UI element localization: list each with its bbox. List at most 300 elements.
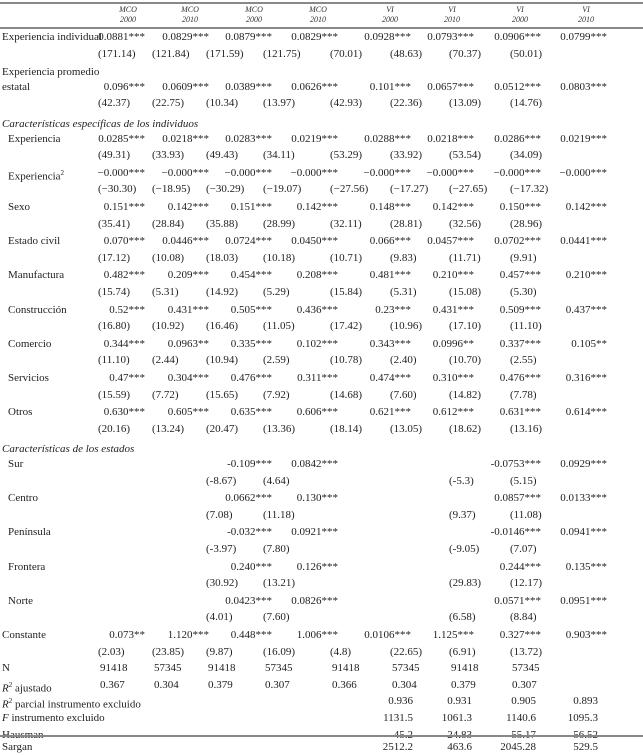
table-line [0,541,643,557]
table-line [0,29,643,45]
table-line [0,267,643,283]
coefficient-value: −0.000*** [426,166,474,179]
coefficient-value: 0.0106*** [364,629,411,641]
t-statistic: (−27.56) [330,183,369,196]
table-line [0,46,643,62]
coefficient-value: 0.0826*** [291,594,338,607]
t-statistic: (-9.05) [449,543,480,555]
coefficient-value: 0.47*** [109,372,145,384]
coefficient-value: 0.476*** [230,372,272,384]
stat-value: 0.936 [388,695,413,708]
coefficient-value: 0.0609*** [162,80,209,93]
t-statistic: (-8.67) [206,474,237,487]
column-header [298,5,338,25]
t-statistic: (13.97) [263,97,296,110]
column-year: 2000 [512,15,528,24]
t-statistic: (14.76) [510,97,543,110]
stat-value: 91418 [451,662,479,675]
row-label [8,233,60,249]
t-statistic: (22.75) [152,97,185,110]
t-statistic: (15.84) [330,286,363,298]
coefficient-value: 0.0793*** [427,31,474,43]
t-statistic: (7.80) [263,543,290,555]
table-line [0,147,643,163]
column-header [432,5,472,25]
stat-symbol: R [2,682,9,695]
stat-value: 57345 [512,662,540,675]
t-statistic: (30.92) [206,577,239,590]
column-method: VI [582,5,590,14]
t-statistic: (34.09) [510,149,543,162]
t-statistic: (10.18) [263,251,296,264]
coefficient-value: 0.52*** [109,303,145,316]
row-label [2,710,105,726]
table-line [0,95,643,111]
stat-value: 0.366 [332,678,357,691]
t-statistic: (14.68) [330,388,363,401]
table-line [0,352,643,368]
top-rule [0,2,643,4]
superscript: 2 [8,697,13,706]
coefficient-value: 0.0219*** [560,132,607,145]
t-statistic: (121.84) [152,47,190,60]
table-line [0,441,643,457]
stat-value: 1140.6 [506,712,536,724]
coefficient-value: 0.150*** [499,201,541,213]
row-label [2,627,46,643]
coefficient-value: 0.337*** [499,337,541,350]
row-label [8,267,64,283]
coefficient-value: 0.0803*** [560,80,607,93]
coefficient-value: 0.614*** [565,406,607,419]
table-line [0,336,643,352]
row-label [2,739,32,755]
coefficient-value: 1.120*** [167,629,209,641]
stat-value: 57345 [265,662,293,675]
column-header [234,5,274,25]
coefficient-value: 1.125*** [432,629,474,641]
coefficient-value: 0.0288*** [364,132,411,145]
t-statistic: (20.47) [206,422,239,435]
column-method: MCO [245,5,263,14]
coefficient-value: 0.142*** [167,201,209,213]
coefficient-value: 0.437*** [565,303,607,316]
t-statistic: (9.37) [449,508,476,521]
stat-symbol: R [2,699,9,712]
table-line [0,473,643,489]
coefficient-value: 0.0879*** [225,31,272,43]
coefficient-value: 0.0441*** [560,235,607,248]
coefficient-value: 0.126*** [296,560,338,573]
t-statistic: (11.10) [510,320,542,333]
t-statistic: (18.03) [206,251,239,264]
coefficient-value: 0.0285*** [98,132,145,145]
row-label-text: Península [8,526,51,539]
coefficient-value: 0.135*** [565,560,607,573]
section-heading: Características específicas de los individuos [2,118,199,130]
bottom-rule [0,735,643,737]
stat-value: 0.304 [392,678,417,691]
coefficient-value: 0.316*** [565,372,607,384]
t-statistic: (32.56) [449,217,482,230]
table-line [0,64,643,80]
t-statistic: (20.16) [98,422,131,435]
coefficient-value: 0.102*** [296,337,338,350]
table-line [0,575,643,591]
coefficient-value: 0.0218*** [427,132,474,145]
coefficient-value: 0.096*** [103,80,145,93]
column-method: VI [386,5,394,14]
t-statistic: (11.71) [449,251,481,264]
t-statistic: (33.92) [390,149,423,162]
t-statistic: (121.75) [263,47,301,60]
coefficient-value: -0.0753*** [490,458,541,470]
table-line [0,404,643,420]
coefficient-value: 0.142*** [296,201,338,213]
table-line [0,370,643,386]
coefficient-value: 0.0218*** [162,132,209,145]
table-line [0,233,643,249]
column-method: VI [448,5,456,14]
coefficient-value: 0.457*** [499,269,541,282]
t-statistic: (34.11) [263,149,295,162]
t-statistic: (35.88) [206,217,239,230]
t-statistic: (13.72) [510,645,543,658]
row-label-text: Servicios [8,372,49,384]
coefficient-value: 0.304*** [167,372,209,384]
row-label-text: Comercio [8,337,52,350]
t-statistic: (50.01) [510,47,543,60]
stat-value: 0.304 [154,678,179,691]
row-label [8,456,23,472]
coefficient-value: −0.000*** [493,166,541,179]
t-statistic: (−17.32) [510,183,549,196]
t-statistic: (15.59) [98,388,131,401]
coefficient-value: 0.476*** [499,372,541,384]
t-statistic: (15.65) [206,388,239,401]
t-statistic: (4.64) [263,474,290,487]
t-statistic: (4.01) [206,611,233,624]
t-statistic: (7.92) [263,388,290,401]
coefficient-value: -0.109*** [227,458,272,470]
column-header [170,5,210,25]
coefficient-value: 0.335*** [230,337,272,350]
coefficient-value: 0.0571*** [494,594,541,607]
table-line [0,302,643,318]
t-statistic: (13.09) [449,97,482,110]
t-statistic: (6.58) [449,611,476,624]
coefficient-value: 0.474*** [369,372,411,384]
t-statistic: (7.08) [206,508,233,521]
coefficient-value: 0.244*** [499,560,541,573]
coefficient-value: 0.0921*** [291,526,338,539]
t-statistic: (48.63) [390,47,423,60]
t-statistic: (49.31) [98,149,131,162]
t-statistic: (-3.97) [206,543,237,555]
table-line [0,250,643,266]
row-label [8,404,32,420]
table-line [0,216,643,232]
t-statistic: (70.37) [449,47,482,60]
coefficient-value: -0.032*** [227,526,272,539]
row-label [8,131,61,147]
t-statistic: (10.94) [206,354,239,367]
table-line [0,593,643,609]
stat-value: 91418 [332,662,360,675]
t-statistic: (16.09) [263,645,296,658]
coefficient-value: 0.101*** [369,80,411,93]
t-statistic: (35.41) [98,217,131,230]
column-year: 2010 [578,15,594,24]
t-statistic: (2.55) [510,354,537,367]
column-year: 2010 [182,15,198,24]
coefficient-value: 0.0512*** [494,80,541,93]
table-line [0,710,643,726]
row-label-text: Manufactura [8,269,65,282]
t-statistic: (7.07) [510,543,537,555]
stat-value: 0.307 [265,678,290,691]
stat-value: 0.893 [573,695,598,708]
column-method: MCO [181,5,199,14]
row-label-text: Sexo [8,201,30,213]
coefficient-value: 0.130*** [296,492,338,505]
row-label [8,559,45,575]
coefficient-value: 0.482*** [103,269,145,282]
coefficient-value: 0.208*** [296,269,338,282]
coefficient-value: 0.066*** [369,235,411,248]
coefficient-value: 0.436*** [296,303,338,316]
coefficient-value: 0.310*** [432,372,474,384]
t-statistic: (10.96) [390,320,423,333]
coefficient-value: 0.431*** [432,303,474,316]
column-year: 2000 [246,15,262,24]
t-statistic: (11.05) [263,320,295,333]
coefficient-value: 0.344*** [103,337,145,350]
coefficient-value: 0.505*** [230,303,272,316]
coefficient-value: 0.630*** [103,406,145,419]
column-method: MCO [119,5,137,14]
row-label-text: Experiencia [8,132,61,145]
table-line [0,131,643,147]
coefficient-value: −0.000*** [97,166,145,179]
table-line [0,490,643,506]
row-label-text: Centro [8,492,38,505]
t-statistic: (17.42) [330,320,363,333]
coefficient-value: −0.000*** [290,166,338,179]
t-statistic: (53.29) [330,149,363,162]
coefficient-value: 0.0963** [167,337,209,350]
t-statistic: (10.78) [330,354,363,367]
stat-value: 463.6 [447,741,472,754]
row-label [8,524,51,540]
t-statistic: (-5.3) [449,474,474,487]
coefficient-value: 0.0133*** [560,492,607,505]
coefficient-value: 0.0657*** [427,80,474,93]
row-label [8,490,38,506]
t-statistic: (2.44) [152,354,179,367]
stat-value: 0.379 [208,678,233,691]
t-statistic: (2.03) [98,645,125,658]
column-header [566,5,606,25]
t-statistic: (12.17) [510,577,543,590]
coefficient-value: 0.0446*** [162,235,209,248]
coefficient-value: 0.311*** [297,372,338,384]
coefficient-value: 0.0286*** [494,132,541,145]
row-label [2,660,10,676]
table-line [0,421,643,437]
stat-value: 1061.3 [441,712,472,724]
coefficient-value: −0.000*** [161,166,209,179]
t-statistic: (6.91) [449,645,476,658]
t-statistic: (13.16) [510,422,543,435]
t-statistic: (10.92) [152,320,185,333]
t-statistic: (16.80) [98,320,131,333]
row-label [8,336,51,352]
table-line [0,456,643,472]
table-line [0,660,643,676]
row-label-text: Construcción [8,303,67,316]
coefficient-value: 0.0857*** [494,492,541,505]
column-header [108,5,148,25]
table-line [0,677,643,693]
t-statistic: (−30.30) [98,183,137,196]
table-line [0,116,643,132]
coefficient-value: 0.903*** [565,629,607,641]
t-statistic: (7.60) [263,611,290,624]
t-statistic: (13.36) [263,422,296,435]
coefficient-value: 0.0724*** [225,235,272,248]
t-statistic: (11.08) [510,508,542,521]
t-statistic: (10.71) [330,251,363,264]
row-label [8,593,33,609]
table-line [0,199,643,215]
coefficient-value: 0.0457*** [427,235,474,248]
coefficient-value: -0.0146*** [490,526,541,539]
table-line [0,524,643,540]
t-statistic: (14.92) [206,286,239,298]
row-label [8,199,30,215]
t-statistic: (42.37) [98,97,131,110]
table-line [0,79,643,95]
column-method: MCO [309,5,327,14]
section-heading: Características de los estados [2,443,135,456]
table-line [0,609,643,625]
table-line [0,644,643,660]
t-statistic: (9.87) [206,645,233,658]
stat-value: 529.5 [573,741,598,754]
table-line [0,507,643,523]
t-statistic: (28.81) [390,217,423,230]
row-label [2,64,99,80]
coefficient-value: 0.0929*** [560,458,607,470]
table-line [0,739,643,755]
coefficient-value: 0.148*** [369,201,411,213]
t-statistic: (11.18) [263,508,295,521]
t-statistic: (14.82) [449,388,482,401]
t-statistic: (−19.07) [263,183,302,196]
t-statistic: (7.72) [152,388,179,401]
table-line [0,693,643,712]
t-statistic: (4.8) [330,645,352,658]
t-statistic: (22.36) [390,97,423,110]
coefficient-value: 0.240*** [230,560,272,573]
t-statistic: (171.14) [98,47,136,60]
table-line [0,181,643,197]
coefficient-value: 0.0626*** [291,80,338,93]
coefficient-value: 0.0389*** [225,80,272,93]
coefficient-value: −0.000*** [559,166,607,179]
t-statistic: (9.91) [510,251,537,264]
t-statistic: (−27.65) [449,183,488,196]
coefficient-value: 0.0662*** [225,492,272,505]
t-statistic: (−17.27) [390,183,429,196]
t-statistic: (10.08) [152,251,185,264]
row-label-text: N [2,662,10,675]
row-label [8,370,49,386]
stat-value: 57345 [392,662,420,675]
table-line [0,165,643,181]
coefficient-value: 0.0829*** [291,31,338,43]
row-label [8,302,67,318]
t-statistic: (17.10) [449,320,482,333]
coefficient-value: 0.073** [109,629,145,641]
t-statistic: (42.93) [330,97,363,110]
t-statistic: (5.31) [152,286,179,298]
coefficient-value: 0.481*** [369,269,411,282]
row-label-text: Experiencia individual [2,31,102,43]
row-label [2,79,30,95]
t-statistic: (10.34) [206,97,239,110]
t-statistic: (13.24) [152,422,185,435]
stat-value: 91418 [208,662,236,675]
t-statistic: (5.29) [263,286,290,298]
t-statistic: (53.54) [449,149,482,162]
t-statistic: (7.78) [510,388,537,401]
coefficient-value: 0.151*** [103,201,145,213]
coefficient-value: 0.0450*** [291,235,338,248]
t-statistic: (33.93) [152,149,185,162]
superscript: 2 [8,680,13,689]
coefficient-value: −0.000*** [224,166,272,179]
coefficient-value: 0.0842*** [291,458,338,470]
row-label-text: estatal [2,80,31,93]
coefficient-value: 0.0996** [432,337,474,350]
t-statistic: (2.59) [263,354,290,367]
t-statistic: (23.85) [152,645,185,658]
coefficient-value: 0.210*** [565,269,607,282]
coefficient-value: 0.0951*** [560,594,607,607]
coefficient-value: 0.621*** [369,406,411,419]
t-statistic: (28.84) [152,217,185,230]
coefficient-value: −0.000*** [363,166,411,179]
t-statistic: (171.59) [206,47,244,60]
stat-value: 91418 [100,662,128,675]
stat-value: 0.379 [451,678,476,691]
coefficient-value: 0.209*** [167,269,209,282]
coefficient-value: 0.509*** [499,303,541,316]
stat-value: 1131.5 [383,712,413,724]
coefficient-value: 0.0702*** [494,235,541,248]
t-statistic: (32.11) [330,217,362,230]
t-statistic: (15.74) [98,286,131,298]
stat-value: 0.367 [100,678,125,691]
stat-value: 0.905 [511,695,536,708]
coefficient-value: 0.431*** [167,303,209,316]
column-year: 2010 [310,15,326,24]
row-label-text: Otros [8,406,33,419]
coefficient-value: 0.635*** [230,406,272,419]
t-statistic: (9.83) [390,251,417,264]
